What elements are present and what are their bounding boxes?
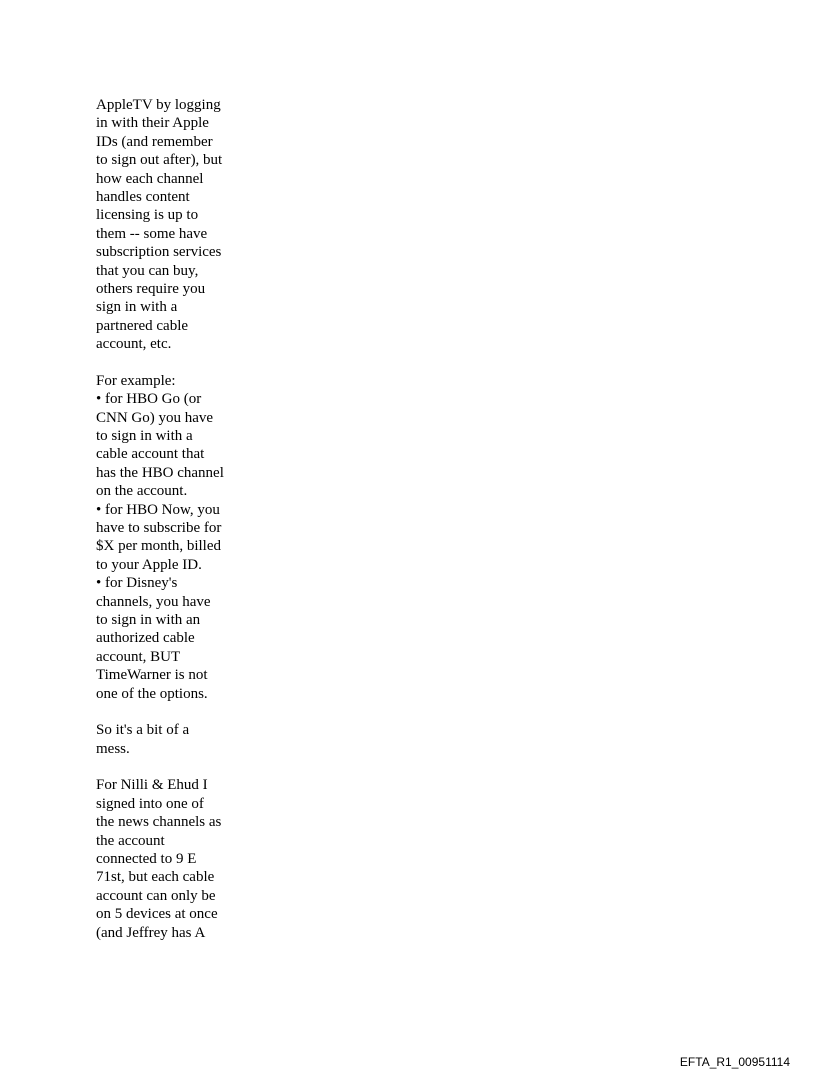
text-line: For example:: [96, 372, 176, 389]
text-line: So it's a bit of a: [96, 722, 190, 739]
text-line: in with their Apple: [96, 115, 209, 132]
text-line: subscription services: [96, 244, 222, 261]
text-line: has the HBO channel: [96, 464, 224, 481]
paragraph-gap: [96, 758, 246, 776]
text-line: handles content: [96, 188, 190, 205]
text-line: on the account.: [96, 483, 188, 500]
text-line: one of the options.: [96, 685, 208, 702]
text-line: CNN Go) you have: [96, 409, 214, 426]
text-line: • for HBO Now, you: [96, 501, 220, 518]
paragraph: [96, 96, 246, 353]
text-line: 71st, but each cable: [96, 869, 215, 886]
text-line: mess.: [96, 740, 130, 757]
paragraph: [96, 372, 246, 703]
text-line: them -- some have: [96, 225, 208, 242]
text-line: have to subscribe for: [96, 519, 222, 536]
text-line: the account: [96, 832, 165, 849]
text-line: IDs (and remember: [96, 133, 213, 150]
paragraph-gap: [96, 703, 246, 721]
text-line: TimeWarner is not: [96, 667, 208, 684]
text-line: • for HBO Go (or: [96, 391, 202, 408]
text-line: that you can buy,: [96, 262, 199, 279]
text-line: • for Disney's: [96, 575, 178, 592]
text-line: to sign out after), but: [96, 152, 223, 169]
text-line: the news channels as: [96, 814, 222, 831]
text-line: to sign in with a: [96, 428, 193, 445]
text-line: to your Apple ID.: [96, 556, 202, 573]
text-line: partnered cable: [96, 317, 189, 334]
text-line: sign in with a: [96, 299, 178, 316]
text-line: others require you: [96, 280, 206, 297]
text-line: account, BUT: [96, 648, 181, 665]
document-id-stamp: EFTA_R1_00951114: [679, 1055, 790, 1069]
text-line: on 5 devices at once: [96, 906, 218, 923]
text-line: how each channel: [96, 170, 204, 187]
paragraph: [96, 721, 246, 758]
text-line: connected to 9 E: [96, 851, 197, 868]
paragraph: [96, 776, 246, 942]
text-line: (and Jeffrey has A: [96, 924, 206, 941]
text-line: authorized cable: [96, 630, 195, 647]
text-line: licensing is up to: [96, 207, 199, 224]
text-line: signed into one of: [96, 795, 204, 812]
text-line: channels, you have: [96, 593, 211, 610]
text-line: account, etc.: [96, 336, 172, 353]
text-line: For Nilli & Ehud I: [96, 777, 208, 794]
text-line: to sign in with an: [96, 611, 201, 628]
text-line: cable account that: [96, 446, 205, 463]
email-body-text: [96, 96, 246, 942]
paragraph-gap: [96, 353, 246, 371]
text-line: AppleTV by logging: [96, 97, 221, 113]
text-line: account can only be: [96, 887, 216, 904]
text-line: $X per month, billed: [96, 538, 221, 555]
